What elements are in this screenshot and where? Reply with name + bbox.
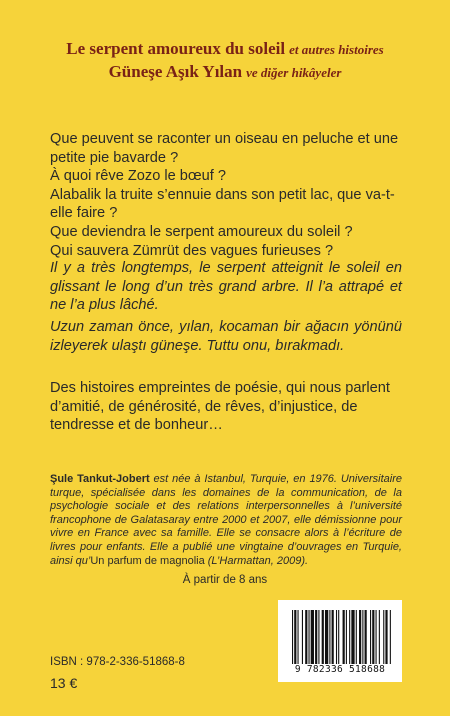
barcode-bar [362, 610, 363, 664]
barcode-bar [325, 610, 328, 664]
bio-text: est née à Istanbul, Turquie, en 1976. Universitaire turque, spécialisée dans les domaines de la communication, de la psychologie sociale et des relations interpersonnelles à l’université francophone de Galatasaray entre 2000 et 2007, elle démissionne pour vivre en France avec sa famille. Elle se consacre alors à l’écriture de livres pour enfants. Elle a publié une vingtaine d’ouvrages en Turquie, ainsi qu’ [50, 473, 402, 567]
title-french [0, 38, 450, 61]
question-line: Alabalik la truite s’ennuie dans son petit lac, que va-t-elle faire ? [50, 186, 395, 222]
excerpt-turkish: Uzun zaman önce, yılan, kocaman bir ağacın yönünü izleyerek ulaştı güneşe. Tuttu onu, bırakmadı. [50, 319, 402, 354]
barcode-bar [379, 610, 380, 664]
age-recommendation: À partir de 8 ans [182, 574, 268, 586]
barcode-bar [349, 610, 350, 664]
barcode-bar [329, 610, 330, 664]
barcode-bar [294, 610, 296, 664]
bio-text-end: (L’Harmattan, 2009). [204, 554, 309, 567]
barcode-bar [332, 610, 334, 664]
barcode-bar [315, 610, 317, 664]
barcode-bar [311, 610, 314, 664]
isbn: ISBN : 978-2-336-51868-8 [50, 656, 185, 668]
barcode-bar [376, 610, 377, 664]
title-french-sub: et autres histoires [289, 42, 384, 57]
title-french-main: Le serpent amoureux du soleil [66, 39, 286, 58]
barcode-bar [318, 610, 319, 664]
barcode-bar [370, 610, 371, 664]
bio-book-title: Un parfum de magnolia [90, 554, 205, 567]
title-block [0, 38, 450, 84]
barcode-bar [292, 610, 293, 664]
question-line: Que deviendra le serpent amoureux du soleil ? [50, 223, 353, 240]
question-line: Qui sauvera Zümrüt des vagues furieuses ? [50, 242, 334, 259]
barcode-bar [346, 610, 347, 664]
barcode-bar [305, 610, 307, 664]
barcode-bar [322, 610, 324, 664]
barcode-bar [383, 610, 384, 664]
barcode-digits: 9 782336 518688 [294, 664, 386, 675]
barcode-bar [351, 610, 354, 664]
excerpt-french: Il y a très longtemps, le serpent atteignit le soleil en glissant le long d’un très grand arbre. Il l’a attrapé et ne l’a plus lâché. [50, 260, 402, 314]
barcode-bar [343, 610, 345, 664]
author-name: Şule Tankut-Jobert [50, 473, 150, 485]
barcode-bar [308, 610, 309, 664]
title-turkish-main: Güneşe Aşık Yılan [108, 62, 243, 81]
title-turkish [0, 61, 450, 84]
barcode-bar [372, 610, 374, 664]
barcode-bar [365, 610, 367, 664]
author-bio [50, 473, 402, 568]
price: 13 € [50, 675, 78, 691]
question-line: À quoi rêve Zozo le bœuf ? [50, 168, 227, 185]
summary-paragraph: Des histoires empreintes de poésie, qui nous parlent d’amitié, de générosité, de rêves, d’injustice, de tendresse et de bonheur… [50, 380, 390, 434]
barcode-bar [359, 610, 361, 664]
barcode-bar [385, 610, 387, 664]
barcode-bar [356, 610, 357, 664]
question-line: Que peuvent se raconter un oiseau en peluche et une petite pie bavarde ? [50, 131, 399, 166]
barcode-bar [338, 610, 339, 664]
question-list [50, 130, 402, 260]
title-turkish-sub: ve diğer hikâyeler [246, 65, 342, 80]
barcode-bar [302, 610, 303, 664]
barcode-bar [336, 610, 337, 664]
barcode [278, 600, 402, 682]
barcode-bar [297, 610, 298, 664]
barcode-bars [292, 610, 392, 664]
barcode-bar [390, 610, 391, 664]
